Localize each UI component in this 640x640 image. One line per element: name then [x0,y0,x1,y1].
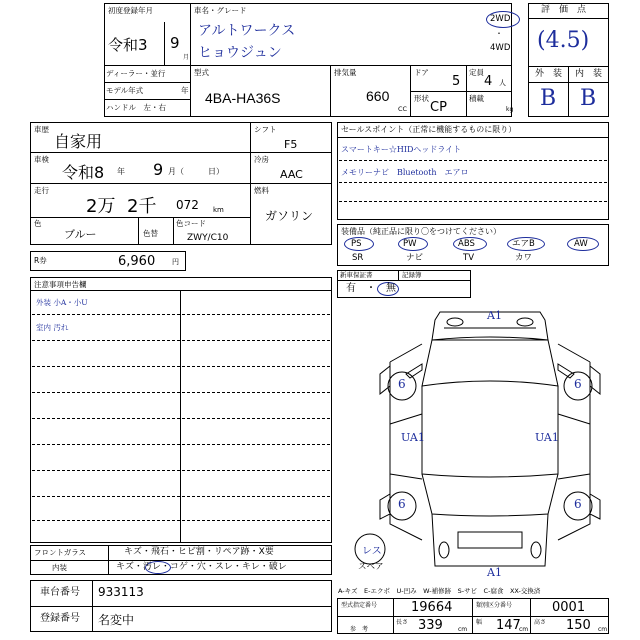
class-id-label: 類別区分番号 [476,602,513,609]
displacement-value: 660 [366,88,390,104]
sales-point-line1: スマートキー☆HIDヘッドライト [341,145,462,154]
door-label: ドア [414,68,429,77]
mileage-value-b: 2千 [127,196,157,217]
model-id-label: 型式指定番号 [341,602,378,609]
spare-label: スペア [358,562,384,572]
capacity-unit: 人 [499,79,506,87]
tire-rl: 6 [398,497,406,511]
exterior-label: 外 装 [535,69,563,79]
inspection-value: 令和8 [62,163,105,182]
mileage-value-a: 2万 [86,196,116,217]
equip-aw: AW [574,239,588,249]
type-label: 型式 [194,68,209,77]
car-name-line1: アルトワークス [198,23,296,39]
windshield-label: フロントガラス [34,548,87,557]
equip-sr: SR [352,253,364,263]
recycle-label: R券 [34,256,47,265]
inspection-month-unit: 月（ 日） [168,167,224,176]
equip-abs: ABS [458,239,475,249]
dealer-label: ディーラー・並行 [106,69,166,78]
inspection-label: 車検 [34,155,49,164]
model-year-unit: 年 [181,86,189,95]
shape-label: 形状 [414,94,429,103]
car-name-line2: ヒョウジュン [198,45,282,61]
height-label: 高さ [534,619,547,626]
first-reg-month: 9 [170,34,180,52]
notes-title: 注意事項申告欄 [34,280,87,289]
type-value: 4BA-HA36S [205,90,281,106]
first-reg-label: 初度登録年月 [108,6,153,15]
tire-fl: 6 [398,377,406,391]
mileage-unit: km [213,206,224,214]
displacement-unit: CC [398,105,408,113]
car-name-label: 車名・グレード [194,6,247,15]
equip-airb: エアB [512,239,535,249]
shift-value: F5 [284,138,298,151]
color-code-label: 色コード [176,219,206,228]
tire-fr: 6 [574,377,582,391]
inspection-month: 9 [153,160,164,179]
rear-damage-mark: A1 [487,566,502,579]
load-label: 積載 [469,94,484,103]
recycle-box [30,251,186,271]
drive-2wd: 2WD [490,14,511,24]
width-unit: cm [519,626,529,633]
recycle-value: 6,960 [118,254,156,269]
inspection-year-unit: 年 [117,167,125,176]
drive-4wd: 4WD [490,43,511,53]
displacement-label: 排気量 [334,68,357,77]
car-diagram [340,304,610,580]
length-value: 339 [418,618,443,633]
equipment-title: 装備品（純正品に限り〇をつけてください） [341,227,501,236]
mileage-label: 走行 [34,186,49,195]
records-label: 記録簿 [402,271,422,279]
rating-label: 評 価 点 [541,5,587,15]
ref-label-1: 参 考 [350,626,369,633]
color-value: ブルー [64,228,97,241]
usage-value: 自家用 [54,132,103,151]
sales-point-line2: メモリーナビ Bluetooth エアロ [341,168,469,177]
side-right-mark: UA1 [535,431,559,444]
load-unit: kg [506,106,514,113]
recycle-unit: 円 [172,258,179,266]
shape-value: CP [430,100,447,115]
fuel-value: ガソリン [265,209,314,223]
windshield-options: キズ・飛石・ヒビ割・リペア跡・X要 [124,547,274,557]
equip-navi: ナビ [406,253,424,263]
interior-value: B [580,86,597,111]
model-id-value: 19664 [411,600,453,615]
equip-ps: PS [351,239,362,249]
warranty-choice: 有 ・ 無 [346,283,396,294]
interior-cond-label: 内装 [52,563,67,572]
side-left-mark: UA1 [401,431,425,444]
notes-line1: 外装 小A・小U [36,298,88,307]
first-reg-month-unit: 月 [183,54,190,61]
equip-pw: PW [403,239,417,249]
interior-label: 内 装 [575,69,603,79]
mileage-value-c: 072 [176,198,199,212]
length-label: 長さ [396,619,409,626]
door-value: 5 [452,74,461,89]
equip-tv: TV [463,253,475,263]
tire-rr: 6 [574,497,582,511]
equip-leather: カワ [515,253,533,263]
width-label: 幅 [476,619,483,626]
interior-options: キズ・汚レ・コゲ・穴・スレ・キレ・破レ [116,562,287,572]
new-car-warranty-label: 新車保証書 [340,271,373,279]
reg-value: 名変中 [98,613,135,627]
fuel-label: 燃料 [254,186,269,195]
class-id-value: 0001 [552,600,586,615]
notes-box [30,277,332,543]
front-damage-mark: A1 [487,309,502,322]
height-value: 150 [566,618,591,633]
height-unit: cm [598,626,608,633]
ac-label: 冷房 [254,155,269,164]
spare-circle-text: レス [362,546,382,557]
ac-value: AAC [280,168,303,181]
chassis-label: 車台番号 [40,587,80,598]
color-label: 色 [34,219,42,228]
reg-label: 登録番号 [40,613,80,624]
model-year-label: モデル年式 [106,86,144,95]
exterior-value: B [540,86,557,111]
color-change-label: 色替 [143,229,158,238]
length-unit: cm [458,626,468,633]
first-reg-era: 令和3 [108,36,148,54]
usage-label: 車歴 [34,125,49,134]
drive-dot: ・ [495,29,503,38]
damage-legend: A-キズ E-エクボ U-凹み W-補修跡 S-サビ C-腐食 XX-交換済 [338,587,541,595]
capacity-label: 定員 [469,68,484,77]
handle-label: ハンドル 左・右 [106,103,166,112]
shift-label: シフト [254,125,277,134]
color-code-value: ZWY/C10 [187,233,229,243]
chassis-value: 933113 [98,585,144,599]
sales-points-title: セールスポイント（正常に機能するものに限り） [341,125,517,134]
width-value: 147 [496,618,521,633]
rating-score: (4.5) [537,28,590,53]
capacity-value: 4 [484,74,493,89]
notes-line2: 室内 汚れ [36,323,69,332]
